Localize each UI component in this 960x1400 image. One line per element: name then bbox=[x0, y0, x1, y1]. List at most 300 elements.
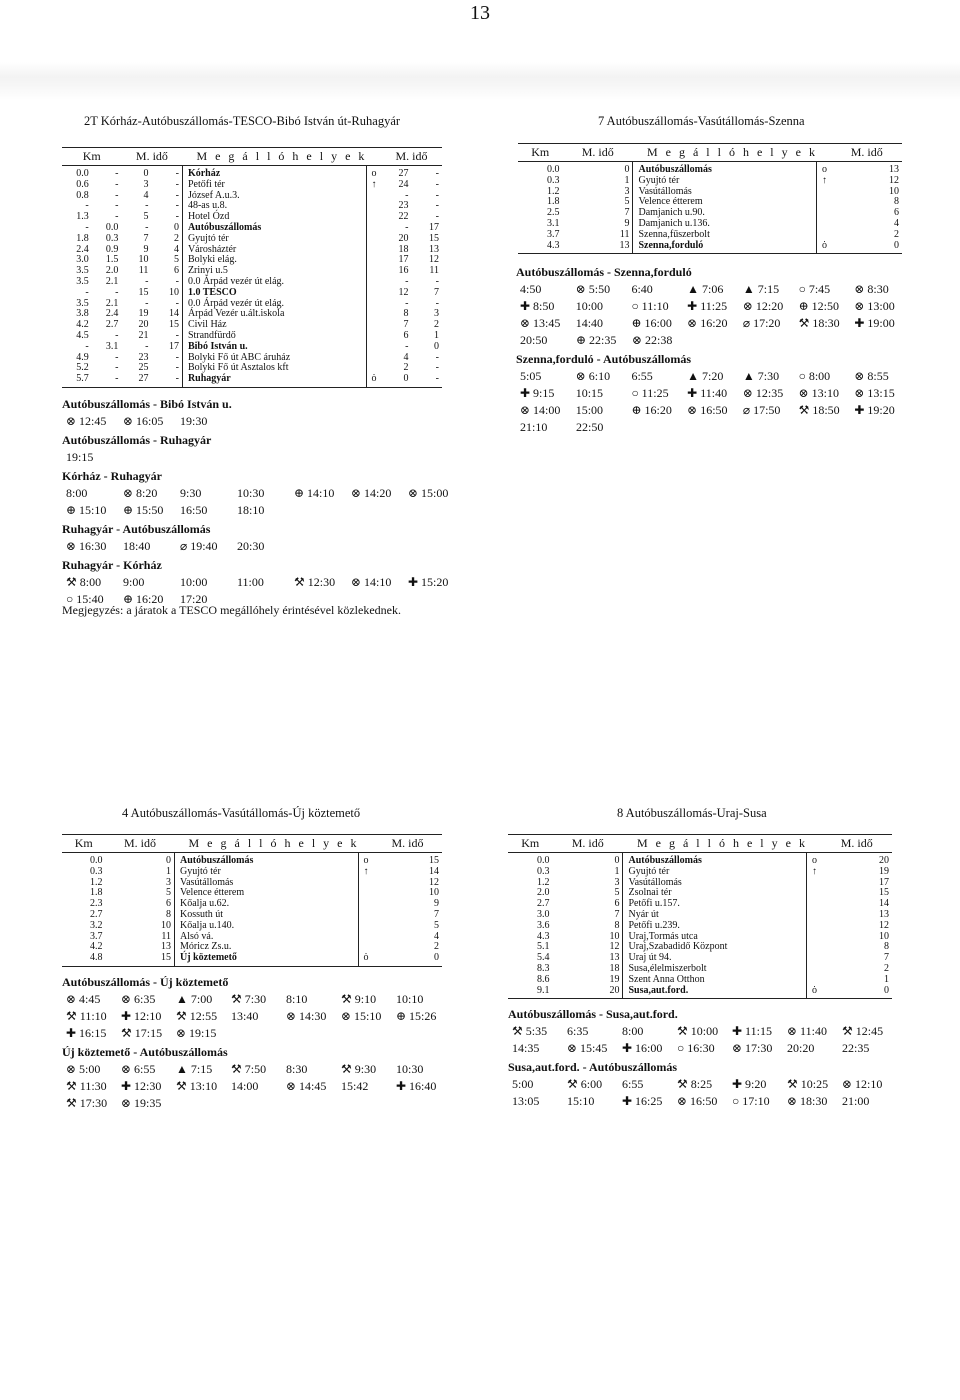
time-cell: 3 bbox=[624, 185, 630, 197]
departure-row bbox=[516, 332, 906, 349]
time-cell: 7 bbox=[143, 232, 149, 244]
time-cell: 5 bbox=[166, 887, 171, 899]
time-cell: 10 bbox=[161, 919, 171, 931]
departure-row bbox=[62, 449, 462, 466]
time-cell: 20 bbox=[553, 986, 623, 999]
departure-time: 14:35 bbox=[512, 1041, 540, 1055]
time-cell: 18 bbox=[609, 962, 620, 974]
time-cell: - bbox=[175, 351, 179, 363]
km-cell: 1.8 bbox=[90, 887, 103, 899]
km-cell: 2.0 bbox=[105, 265, 119, 277]
departure-time: ⊗ 4:45 bbox=[66, 992, 101, 1006]
table-row bbox=[62, 234, 442, 245]
km-cell: 0.3 bbox=[90, 865, 103, 877]
direction-marker bbox=[366, 277, 381, 288]
departure-time: ⊕ 12:50 bbox=[798, 299, 839, 313]
schedule-8 bbox=[508, 1004, 898, 1110]
time-cell: 5 bbox=[624, 196, 630, 208]
stop-name: Kőalja u.62. bbox=[175, 899, 359, 910]
stop-name: Ruhagyár bbox=[182, 374, 366, 387]
return-time-cell: 17 bbox=[879, 876, 889, 888]
return-time-cell: 17 bbox=[398, 254, 409, 266]
header-time: M. idő bbox=[553, 835, 623, 853]
direction-marker: ȯ bbox=[807, 986, 822, 999]
time-cell: - bbox=[145, 275, 149, 287]
table-row bbox=[62, 223, 442, 234]
return-time-cell: 15 bbox=[429, 855, 439, 866]
direction-marker bbox=[807, 975, 822, 986]
table-row bbox=[518, 230, 902, 241]
header-km: Km bbox=[518, 144, 563, 162]
departure-time: ▲ 7:20 bbox=[687, 369, 724, 383]
route-table-2t bbox=[62, 147, 442, 388]
departure-time: ⊗ 14:00 bbox=[520, 403, 561, 417]
km-cell: 3.1 bbox=[547, 217, 560, 229]
departure-time: ⊗ 6:35 bbox=[121, 992, 156, 1006]
departure-time: ○ 8:00 bbox=[798, 369, 831, 383]
return-time-cell: 6 bbox=[403, 329, 409, 341]
departure-time: ⚒ 12:45 bbox=[842, 1024, 884, 1038]
km-cell: 4.5 bbox=[76, 329, 89, 341]
return-time-cell: 2 bbox=[894, 228, 899, 240]
departure-time: ⚒ 6:00 bbox=[567, 1077, 603, 1091]
table-row bbox=[62, 942, 442, 953]
table-row bbox=[62, 277, 442, 288]
return-time-cell: 27 bbox=[398, 168, 409, 179]
return-time-cell: 4 bbox=[403, 351, 409, 363]
departure-row bbox=[62, 1025, 452, 1042]
time-cell: - bbox=[175, 189, 179, 201]
return-time-cell: 8 bbox=[894, 196, 899, 208]
departure-time: 8:30 bbox=[286, 1062, 308, 1076]
time-cell: 13 bbox=[161, 941, 171, 953]
km-cell: 5.7 bbox=[62, 374, 92, 387]
km-cell: 0.0 bbox=[105, 221, 119, 233]
table-row bbox=[518, 241, 902, 254]
stop-name: Velence étterem bbox=[175, 888, 359, 899]
direction-marker: ↑ bbox=[821, 174, 827, 186]
departure-time: ⊗ 16:30 bbox=[66, 539, 107, 553]
departure-time: ⊗ 14:45 bbox=[286, 1079, 327, 1093]
time-cell: 19 bbox=[609, 973, 620, 985]
stop-name: Velence étterem bbox=[633, 197, 817, 208]
direction-marker bbox=[366, 353, 381, 364]
time-cell: - bbox=[145, 200, 149, 212]
return-time-cell: 2 bbox=[434, 319, 439, 331]
table-row bbox=[508, 986, 892, 999]
departure-time: ⊗ 12:20 bbox=[742, 299, 784, 313]
km-cell: - bbox=[115, 286, 119, 298]
km-cell: - bbox=[115, 200, 119, 212]
departure-time: ⊗ 15:00 bbox=[408, 486, 449, 500]
time-cell: 7 bbox=[614, 908, 620, 920]
table-row bbox=[508, 888, 892, 899]
time-cell: - bbox=[175, 297, 179, 309]
departure-time: ○ 7:45 bbox=[798, 282, 831, 296]
time-cell: 1 bbox=[614, 865, 620, 877]
stop-name: Uraj,Szabadidő Központ bbox=[623, 942, 807, 953]
time-cell: - bbox=[175, 275, 179, 287]
time-cell: 11 bbox=[138, 265, 149, 277]
km-cell: 4.3 bbox=[518, 241, 563, 254]
stop-name: Bibó István u. bbox=[182, 342, 366, 353]
departure-time: ○ 17:10 bbox=[732, 1094, 770, 1108]
header-stops: M e g á l l ó h e l y e k bbox=[182, 148, 381, 166]
header-km: Km bbox=[508, 835, 553, 853]
direction-marker bbox=[366, 201, 381, 212]
stop-name: József A.u.3. bbox=[182, 191, 366, 202]
return-time-cell: - bbox=[435, 178, 439, 190]
direction-marker bbox=[366, 320, 381, 331]
time-cell: 3 bbox=[143, 178, 149, 190]
departure-time: ▲ 7:15 bbox=[742, 282, 780, 296]
km-cell: 5.4 bbox=[537, 952, 550, 964]
direction-marker bbox=[817, 197, 832, 208]
departure-time: 22:50 bbox=[576, 420, 604, 434]
table-row bbox=[62, 878, 442, 889]
return-time-cell: 22 bbox=[398, 211, 409, 223]
table-row bbox=[518, 219, 902, 230]
schedule-heading: Autóbuszállomás - Bibó István u. bbox=[62, 397, 232, 411]
departure-time: 20:50 bbox=[520, 333, 548, 347]
header-time: M. idő bbox=[563, 144, 633, 162]
km-cell: - bbox=[85, 221, 89, 233]
time-cell: 25 bbox=[138, 362, 149, 374]
header-km: Km bbox=[62, 835, 106, 853]
time-cell: 10 bbox=[609, 930, 620, 942]
time-cell: 15 bbox=[106, 953, 175, 966]
table-row bbox=[62, 953, 442, 966]
scan-shadow bbox=[0, 62, 960, 100]
return-time-cell: 4 bbox=[434, 930, 439, 942]
table-row bbox=[518, 176, 902, 187]
route-table-8 bbox=[508, 834, 892, 999]
time-cell: - bbox=[175, 329, 179, 341]
departure-time: ✚ 16:25 bbox=[622, 1094, 663, 1108]
departure-time: ⊕ 16:20 bbox=[631, 403, 672, 417]
return-time-cell: 0 bbox=[373, 953, 442, 966]
departure-time: ⚒ 7:50 bbox=[231, 1062, 267, 1076]
departure-time: ⊗ 16:50 bbox=[687, 403, 728, 417]
return-time-cell: - bbox=[405, 340, 409, 352]
departure-time: ⊕ 22:35 bbox=[576, 333, 617, 347]
departure-time: 14:00 bbox=[231, 1079, 259, 1093]
return-time-cell: 0 bbox=[831, 241, 902, 254]
time-cell: - bbox=[175, 178, 179, 190]
direction-marker bbox=[366, 299, 381, 310]
departure-time: ⊗ 16:20 bbox=[687, 316, 728, 330]
departure-time: ⊗ 17:30 bbox=[732, 1041, 773, 1055]
km-cell: 2.0 bbox=[537, 887, 550, 899]
km-cell: 1.2 bbox=[547, 185, 560, 197]
return-time-cell: 7 bbox=[434, 286, 439, 298]
departure-time: ⊕ 14:10 bbox=[294, 486, 335, 500]
return-time-cell: 14 bbox=[879, 898, 889, 910]
departure-time: ⚒ 18:50 bbox=[798, 403, 840, 417]
stop-name: Nyár út bbox=[623, 910, 807, 921]
stop-name: Gyujtó tér bbox=[182, 234, 366, 245]
km-cell: - bbox=[85, 200, 89, 212]
table-row bbox=[62, 867, 442, 878]
km-cell: - bbox=[115, 189, 119, 201]
departure-time: ⊗ 11:40 bbox=[787, 1024, 827, 1038]
return-time-cell: 19 bbox=[879, 865, 889, 877]
stop-name: 0.0 Árpád vezér út elág. bbox=[182, 277, 366, 288]
departure-time: ⊗ 13:00 bbox=[854, 299, 895, 313]
direction-marker: ↑ bbox=[363, 865, 369, 877]
direction-marker: ↑ bbox=[371, 178, 377, 190]
return-time-cell: 0 bbox=[434, 340, 439, 352]
km-cell: 4.2 bbox=[76, 319, 89, 331]
departure-time: ⊕ 15:10 bbox=[66, 503, 107, 517]
schedule-heading: Kórház - Ruhagyár bbox=[62, 469, 162, 483]
departure-time: ⊗ 5:00 bbox=[66, 1062, 101, 1076]
table-row bbox=[62, 288, 442, 299]
departure-time: ▲ 7:06 bbox=[687, 282, 724, 296]
departure-time: ⊕ 15:26 bbox=[396, 1009, 437, 1023]
km-cell: 3.0 bbox=[537, 908, 550, 920]
direction-marker bbox=[807, 953, 822, 964]
departure-time: ⊗ 8:55 bbox=[854, 369, 889, 383]
note-2t: Megjegyzés: a járatok a TESCO megállóhely érintésével közlekednek. bbox=[62, 603, 401, 617]
return-time-cell: 12 bbox=[889, 174, 899, 186]
table-row bbox=[62, 932, 442, 943]
table-title-2t: 2T Kórház-Autóbuszállomás-TESCO-Bibó István út-Ruhagyár bbox=[84, 114, 401, 128]
table-row bbox=[508, 878, 892, 889]
time-cell: 7 bbox=[624, 207, 630, 219]
time-cell: 8 bbox=[166, 908, 171, 920]
departure-row bbox=[62, 1061, 452, 1078]
schedule-heading: Autóbuszállomás - Ruhagyár bbox=[62, 433, 212, 447]
km-cell: 3.2 bbox=[90, 919, 103, 931]
stop-name: 0.0 Árpád vezér út elág. bbox=[182, 299, 366, 310]
return-time-cell: 2 bbox=[884, 962, 889, 974]
return-time-cell: - bbox=[435, 211, 439, 223]
km-cell: 2.1 bbox=[105, 275, 119, 287]
schedule-heading: Szenna,forduló - Autóbuszállomás bbox=[516, 352, 692, 366]
departure-time: 21:00 bbox=[842, 1094, 870, 1108]
departure-time: 6:35 bbox=[567, 1024, 589, 1038]
table-row bbox=[508, 921, 892, 932]
departure-time: ⚒ 18:30 bbox=[798, 316, 840, 330]
departure-row bbox=[516, 298, 906, 315]
departure-time: ✚ 19:20 bbox=[854, 403, 895, 417]
km-cell: 5.2 bbox=[76, 362, 89, 374]
table-row bbox=[508, 942, 892, 953]
time-cell: 9 bbox=[143, 243, 149, 255]
return-time-cell: - bbox=[435, 297, 439, 309]
stop-name: 1.0 TESCO bbox=[182, 288, 366, 299]
return-time-cell: 1 bbox=[884, 973, 889, 985]
table-row bbox=[518, 162, 902, 176]
stop-name: Új köztemető bbox=[175, 953, 359, 966]
km-cell: - bbox=[85, 340, 89, 352]
time-cell: 4 bbox=[173, 243, 179, 255]
direction-marker bbox=[807, 942, 822, 953]
departure-time: 10:10 bbox=[396, 992, 424, 1006]
return-time-cell: 12 bbox=[879, 919, 889, 931]
time-cell: 9 bbox=[624, 217, 630, 229]
departure-time: 6:55 bbox=[631, 369, 653, 383]
departure-row bbox=[62, 991, 452, 1008]
table-row bbox=[62, 899, 442, 910]
return-time-cell: 4 bbox=[894, 217, 899, 229]
departure-time: 11:00 bbox=[237, 575, 264, 589]
departure-time: ⊗ 19:35 bbox=[121, 1096, 162, 1110]
stop-name: Hotel Ózd bbox=[182, 212, 366, 223]
departure-time: 15:00 bbox=[575, 403, 604, 417]
return-time-cell: 0 bbox=[381, 374, 412, 387]
direction-marker bbox=[366, 288, 381, 299]
time-cell: 1 bbox=[166, 865, 171, 877]
direction-marker: ȯ bbox=[817, 241, 832, 254]
km-cell: 3.5 bbox=[76, 265, 89, 277]
km-cell: 2.1 bbox=[105, 297, 119, 309]
departure-time: ⌀ 17:50 bbox=[742, 403, 781, 417]
departure-time: 19:15 bbox=[66, 450, 94, 464]
departure-time: 16:50 bbox=[180, 503, 208, 517]
time-cell: 13 bbox=[609, 952, 620, 964]
departure-row bbox=[516, 385, 906, 402]
km-cell: - bbox=[85, 286, 89, 298]
departure-time: ⊗ 14:30 bbox=[286, 1009, 327, 1023]
departure-time: 10:15 bbox=[575, 386, 604, 400]
km-cell: - bbox=[115, 329, 119, 341]
schedule-heading: Új köztemető - Autóbuszállomás bbox=[62, 1045, 228, 1059]
stop-name: Autóbuszállomás bbox=[182, 223, 366, 234]
return-time-cell: - bbox=[435, 189, 439, 201]
km-cell: 4.8 bbox=[62, 953, 106, 966]
header-km: Km bbox=[62, 148, 121, 166]
time-cell: 20 bbox=[138, 319, 149, 331]
direction-marker bbox=[807, 964, 822, 975]
departure-time: ⊗ 14:10 bbox=[351, 575, 392, 589]
km-cell: 2.4 bbox=[76, 243, 89, 255]
direction-marker bbox=[817, 187, 832, 198]
departure-time: ⊗ 22:38 bbox=[632, 333, 673, 347]
table-title-8: 8 Autóbuszállomás-Uraj-Susa bbox=[617, 806, 767, 820]
time-cell: 0 bbox=[173, 221, 179, 233]
km-cell: 0.3 bbox=[537, 865, 550, 877]
departure-time: ⚒ 9:10 bbox=[341, 992, 377, 1006]
departure-time: ⊗ 12:10 bbox=[842, 1077, 883, 1091]
time-cell: 6 bbox=[173, 265, 179, 277]
time-cell: 8 bbox=[614, 919, 620, 931]
departure-time: 18:10 bbox=[237, 503, 265, 517]
table-row bbox=[508, 910, 892, 921]
time-cell: - bbox=[145, 340, 149, 352]
schedule-heading: Ruhagyár - Kórház bbox=[62, 558, 162, 572]
time-cell: - bbox=[175, 362, 179, 374]
table-row bbox=[62, 363, 442, 374]
direction-marker: o bbox=[821, 164, 827, 175]
return-time-cell: 10 bbox=[429, 887, 439, 899]
direction-marker bbox=[359, 910, 374, 921]
stop-name: Damjanich u.90. bbox=[633, 208, 817, 219]
departure-time: 8:00 bbox=[66, 486, 88, 500]
direction-marker: o bbox=[363, 855, 369, 866]
km-cell: 2.3 bbox=[90, 898, 103, 910]
stop-name: Uraj út 94. bbox=[623, 953, 807, 964]
direction-marker bbox=[817, 208, 832, 219]
direction-marker: o bbox=[811, 855, 817, 866]
departure-time: ⚒ 10:00 bbox=[677, 1024, 719, 1038]
direction-marker bbox=[807, 910, 822, 921]
km-cell: 1.3 bbox=[76, 211, 89, 223]
km-cell: 0.0 bbox=[547, 164, 560, 175]
direction-marker bbox=[366, 245, 381, 256]
direction-marker bbox=[366, 331, 381, 342]
direction-marker bbox=[359, 899, 374, 910]
departure-time: ⚒ 8:25 bbox=[677, 1077, 713, 1091]
table-row bbox=[62, 853, 442, 867]
departure-time: ○ 11:25 bbox=[631, 386, 669, 400]
km-cell: 4.3 bbox=[537, 930, 550, 942]
km-cell: 0.9 bbox=[105, 243, 119, 255]
time-cell: 3 bbox=[166, 876, 171, 888]
departure-time: ⊗ 12:35 bbox=[742, 386, 784, 400]
time-cell: 5 bbox=[143, 211, 149, 223]
km-cell: - bbox=[92, 374, 122, 387]
departure-time: 10:00 bbox=[575, 299, 604, 313]
departure-time: ⊗ 16:50 bbox=[677, 1094, 718, 1108]
stop-name: Damjanich u.136. bbox=[633, 219, 817, 230]
direction-marker bbox=[366, 309, 381, 320]
departure-time: 6:40 bbox=[631, 282, 653, 296]
table-row bbox=[518, 208, 902, 219]
time-cell: 6 bbox=[166, 898, 171, 910]
departure-time: ⚒ 11:10 bbox=[66, 1009, 107, 1023]
departure-time: 18:40 bbox=[123, 539, 151, 553]
time-cell: 17 bbox=[168, 340, 179, 352]
departure-time: 8:00 bbox=[622, 1024, 644, 1038]
header-time-return: M. idő bbox=[831, 144, 902, 162]
departure-row bbox=[508, 1076, 898, 1093]
table-row bbox=[62, 180, 442, 191]
departure-time: ⚒ 10:25 bbox=[787, 1077, 829, 1091]
stop-name: Vasútállomás bbox=[633, 187, 817, 198]
stop-name: Szent Anna Otthon bbox=[623, 975, 807, 986]
departure-time: ✚ 9:20 bbox=[732, 1077, 767, 1091]
km-cell: 1.2 bbox=[90, 876, 103, 888]
km-cell: 8.3 bbox=[537, 962, 550, 974]
return-time-cell: - bbox=[405, 275, 409, 287]
departure-time: ⊗ 15:45 bbox=[567, 1041, 608, 1055]
return-time-cell: 13 bbox=[429, 243, 439, 255]
stop-name: 48-as u.8. bbox=[182, 201, 366, 212]
departure-time: ⊕ 16:20 bbox=[123, 592, 164, 606]
departure-time: 4:50 bbox=[520, 282, 542, 296]
schedule-heading: Autóbuszállomás - Szenna,forduló bbox=[516, 265, 692, 279]
stop-name: Városháztér bbox=[182, 245, 366, 256]
km-cell: 5.1 bbox=[537, 941, 550, 953]
time-cell: 19 bbox=[138, 308, 149, 320]
direction-marker bbox=[359, 878, 374, 889]
km-cell: - bbox=[115, 362, 119, 374]
stop-name: Szenna,fűszerbolt bbox=[633, 230, 817, 241]
km-cell: 0.6 bbox=[76, 178, 89, 190]
time-cell: 11 bbox=[619, 228, 630, 240]
return-time-cell: - bbox=[435, 275, 439, 287]
return-time-cell: 7 bbox=[884, 952, 889, 964]
departure-row bbox=[508, 1023, 898, 1040]
departure-time: 17:20 bbox=[180, 592, 208, 606]
time-cell: 5 bbox=[173, 254, 179, 266]
departure-time: 6:55 bbox=[622, 1077, 644, 1091]
return-time-cell: 14 bbox=[429, 865, 439, 877]
time-cell: 11 bbox=[161, 930, 171, 942]
departure-time: ⊕ 16:00 bbox=[631, 316, 672, 330]
